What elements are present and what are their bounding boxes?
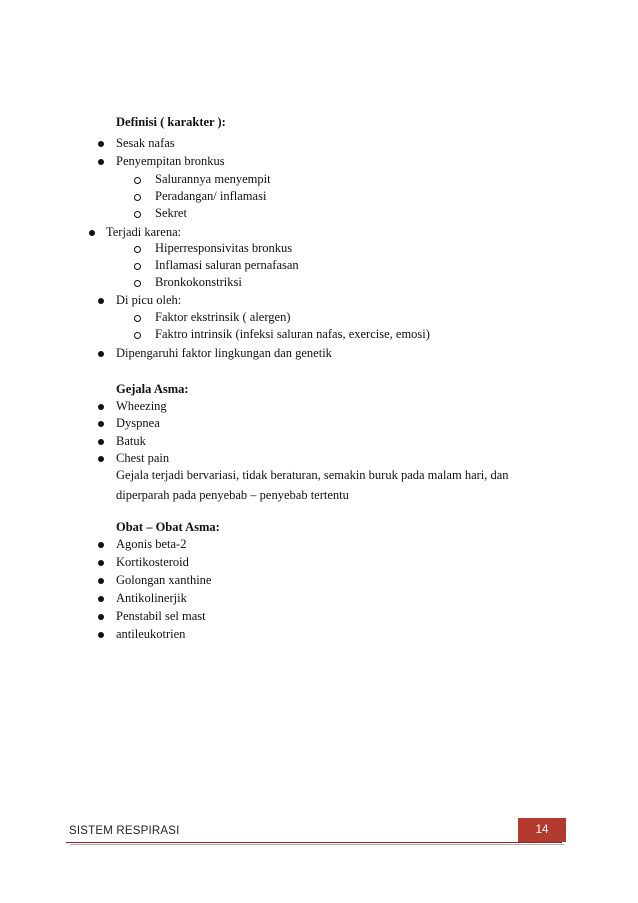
sub-list-item: Salurannya menyempit: [155, 172, 271, 186]
list-item: Kortikosteroid: [116, 555, 189, 569]
bullet-icon: [98, 421, 104, 427]
section-title-obat: Obat – Obat Asma:: [116, 520, 220, 534]
bullet-icon: [98, 298, 104, 304]
list-item: Sesak nafas: [116, 136, 175, 150]
list-item: Di picu oleh:: [116, 293, 182, 307]
paragraph-line: Gejala terjadi bervariasi, tidak beraturan, semakin buruk pada malam hari, dan: [116, 468, 509, 482]
list-item: Wheezing: [116, 399, 167, 413]
sub-bullet-icon: [134, 263, 141, 270]
bullet-icon: [98, 614, 104, 620]
list-item: Golongan xanthine: [116, 573, 212, 587]
sub-list-item: Inflamasi saluran pernafasan: [155, 258, 299, 272]
sub-bullet-icon: [134, 280, 141, 287]
list-item: Chest pain: [116, 451, 170, 465]
section-title-definisi: Definisi ( karakter ):: [116, 115, 226, 129]
bullet-icon: [89, 230, 95, 236]
sub-list-item: Faktro intrinsik (infeksi saluran nafas, exercise, emosi): [155, 327, 430, 341]
list-item: Agonis beta-2: [116, 537, 187, 551]
list-item: Dyspnea: [116, 416, 160, 430]
bullet-icon: [98, 542, 104, 548]
footer-label: SISTEM RESPIRASI: [69, 825, 180, 837]
footer-rule-shadow: [70, 844, 564, 845]
sub-list-item: Sekret: [155, 206, 187, 220]
sub-bullet-icon: [134, 246, 141, 253]
bullet-icon: [98, 141, 104, 147]
list-item: Antikolinerjik: [116, 591, 187, 605]
sub-bullet-icon: [134, 177, 141, 184]
sub-bullet-icon: [134, 194, 141, 201]
section-title-gejala: Gejala Asma:: [116, 382, 189, 396]
list-item: Batuk: [116, 434, 146, 448]
bullet-icon: [98, 578, 104, 584]
sub-list-item: Faktor ekstrinsik ( alergen): [155, 310, 291, 324]
bullet-icon: [98, 159, 104, 165]
sub-bullet-icon: [134, 332, 141, 339]
bullet-icon: [98, 560, 104, 566]
list-item: Penyempitan bronkus: [116, 154, 225, 168]
page-number-badge: 14: [518, 818, 566, 842]
sub-list-item: Hiperresponsivitas bronkus: [155, 241, 293, 255]
bullet-icon: [98, 596, 104, 602]
sub-list-item: Peradangan/ inflamasi: [155, 189, 267, 203]
bullet-icon: [98, 439, 104, 445]
bullet-icon: [98, 351, 104, 357]
list-item: Penstabil sel mast: [116, 609, 206, 623]
paragraph-line: diperparah pada penyebab – penyebab tertentu: [116, 488, 349, 502]
sub-bullet-icon: [134, 211, 141, 218]
list-item: Dipengaruhi faktor lingkungan dan genetik: [116, 346, 332, 360]
footer-rule: [66, 842, 562, 843]
sub-list-item: Bronkokonstriksi: [155, 275, 242, 289]
bullet-icon: [98, 632, 104, 638]
bullet-icon: [98, 404, 104, 410]
list-item: antileukotrien: [116, 627, 186, 641]
bullet-icon: [98, 456, 104, 462]
sub-bullet-icon: [134, 315, 141, 322]
list-item: Terjadi karena:: [106, 225, 182, 239]
